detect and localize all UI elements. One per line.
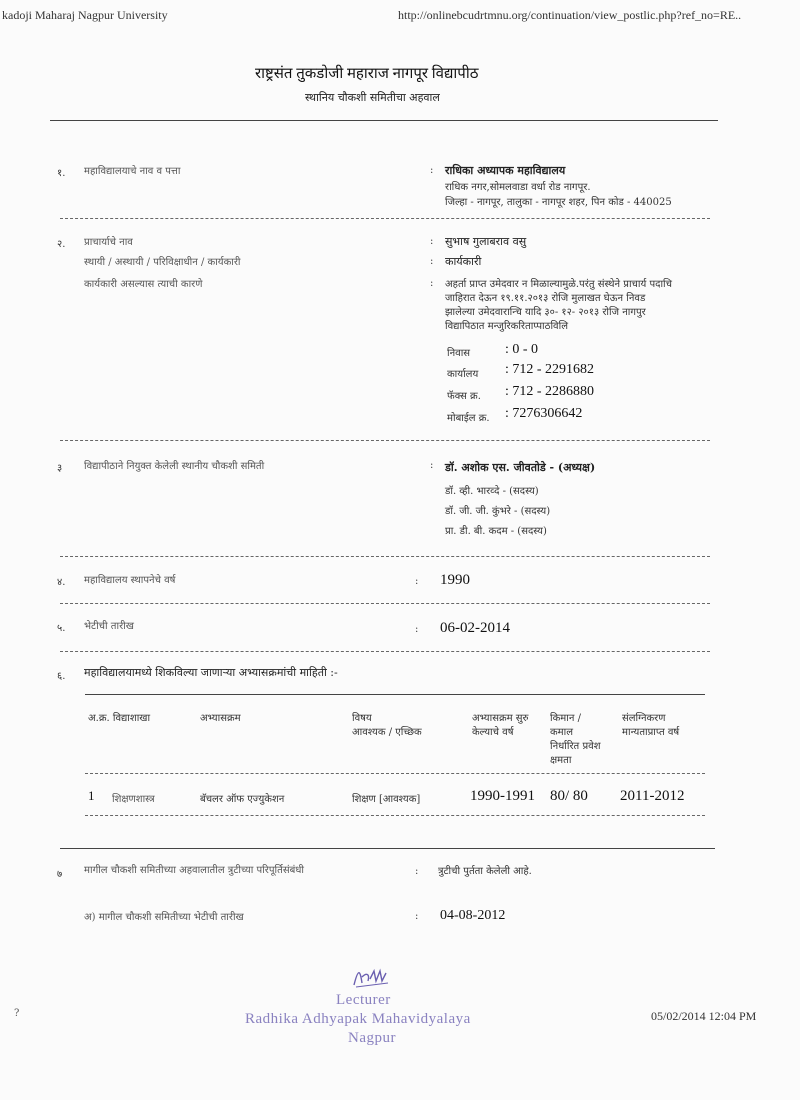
footer-datetime: 05/02/2014 12:04 PM — [651, 1009, 757, 1023]
s4-colon: : — [415, 576, 419, 587]
stamp-city: Nagpur — [348, 1030, 396, 1046]
col-start-year-2: केल्याचे वर्ष — [472, 727, 514, 738]
print-header-left: kadoji Maharaj Nagpur University — [2, 8, 168, 22]
s2-label-reason: कार्यकारी असल्यास त्याची कारणे — [84, 279, 203, 290]
stamp-lecturer: Lecturer — [336, 992, 391, 1008]
s2-colon-1: : — [430, 236, 434, 247]
s3-label: विद्यापीठाने नियुक्त केलेली स्थानीय चौकशी समिती — [84, 461, 265, 472]
table-row-rule — [85, 815, 705, 816]
s4-label: महाविद्यालय स्थापनेचे वर्ष — [84, 575, 176, 586]
divider — [60, 848, 715, 849]
establishment-year: 1990 — [440, 572, 470, 588]
s2-number: २. — [57, 239, 66, 250]
col-intake-4: क्षमता — [550, 755, 572, 766]
principal-name: सुभाष गुलाबराव वसु — [445, 235, 527, 248]
row-start-year: 1990-1991 — [470, 788, 535, 804]
visit-date: 06-02-2014 — [440, 620, 510, 636]
print-header-url: http://onlinebcudrtmnu.org/continuation/view_postlic.php?ref_no=RE.. — [398, 8, 742, 22]
col-affiliation-2: मान्यताप्राप्त वर्ष — [622, 727, 680, 738]
title-rule — [50, 120, 718, 121]
s1-number: १. — [57, 168, 66, 179]
contact-label-office: कार्यालय — [447, 369, 479, 380]
row-sr: 1 — [88, 788, 95, 803]
committee-member-4: प्रा. डी. बी. कदम - (सदस्य) — [445, 526, 547, 537]
s3-number: ३ — [57, 463, 63, 474]
contact-value-residence: : 0 - 0 — [505, 342, 539, 357]
col-subject-type: आवश्यक / एच्छिक — [352, 727, 422, 738]
s7-colon: : — [415, 866, 419, 877]
col-intake-1: किमान / — [550, 713, 581, 724]
contact-value-fax: : 712 - 2286880 — [505, 384, 595, 399]
contact-label-residence: निवास — [447, 348, 471, 359]
s2-label-status: स्थायी / अस्थायी / परिविक्षाधीन / कार्यकारी — [84, 257, 241, 268]
contact-label-fax: फॅक्स क्र. — [447, 391, 481, 402]
committee-member-2: डॉ. व्ही. भारव्दे - (सदस्य) — [445, 486, 539, 497]
s6-number: ६. — [57, 671, 66, 682]
college-name: राधिका अध्यापक महाविद्यालय — [445, 164, 566, 177]
s6-label: महाविद्यालयामध्ये शिकविल्या जाणाऱ्या अभ्यासक्रमांची माहिती :- — [84, 666, 338, 679]
row-course: बॅचलर ऑफ एज्युकेशन — [200, 794, 285, 805]
college-address-2: जिल्हा - नागपूर, तालुका - नागपूर शहर, पिन कोड - 440025 — [445, 197, 672, 208]
col-subject: विषय — [352, 713, 372, 724]
reason-line-4: विद्यापिठात मन्जुरिकरिताप्पाठविलि — [445, 321, 568, 332]
s7-number: ७ — [57, 869, 63, 880]
s7-sublabel: अ) मागील चौकशी समितीच्या भेटीची तारीख — [84, 912, 244, 923]
divider — [60, 651, 710, 652]
college-address-1: राधिक नगर,सोमलवाडा वर्धा रोड नागपूर. — [445, 182, 591, 193]
row-subject: शिक्षण [आवश्यक] — [352, 794, 421, 805]
committee-member-1: डॉ. अशोक एस. जीवतोडे - (अध्यक्ष) — [445, 461, 596, 474]
s2-label-name: प्राचार्याचे नाव — [84, 237, 133, 248]
footer-page-mark: ? — [14, 1008, 20, 1019]
signature-mark — [352, 965, 392, 989]
col-start-year: अभ्यासक्रम सुरु — [472, 713, 529, 724]
table-top-rule — [85, 694, 705, 695]
s7-value: त्रुटीची पुर्तता केलेली आहे. — [438, 866, 532, 877]
previous-visit-date: 04-08-2012 — [440, 908, 506, 923]
s7-label: मागील चौकशी समितीच्या अहवालातील त्रुटीच्या परिपूर्तिसंबंधी — [84, 865, 305, 876]
divider — [60, 556, 710, 557]
contact-label-mobile: मोबाईल क्र. — [447, 413, 490, 424]
row-affiliation-year: 2011-2012 — [620, 788, 685, 804]
s2-colon-2: : — [430, 256, 434, 267]
committee-member-3: डॉ. जी. जी. कुंभरे - (सदस्य) — [445, 506, 551, 517]
s4-number: ४. — [57, 577, 66, 588]
reason-line-1: अहर्ता प्राप्त उमेदवार न मिळाल्यामुळे.परंतु संस्थेने प्राचार्य पदाचि — [445, 279, 672, 290]
contact-value-office: : 712 - 2291682 — [505, 362, 595, 377]
divider — [60, 603, 710, 604]
s5-colon: : — [415, 624, 419, 635]
s3-colon: : — [430, 460, 434, 471]
divider — [60, 440, 710, 441]
principal-status: कार्यकारी — [445, 255, 482, 268]
report-title: स्थानिय चौकशी समितीचा अहवाल — [305, 91, 440, 104]
divider — [60, 218, 710, 219]
contact-value-mobile: : 7276306642 — [505, 406, 583, 421]
s1-label: महाविद्यालयाचे नाव व पत्ता — [84, 166, 181, 177]
s5-number: ५. — [57, 623, 66, 634]
s1-colon: : — [430, 165, 434, 176]
s2-colon-3: : — [430, 278, 434, 289]
stamp-college: Radhika Adhyapak Mahavidyalaya — [245, 1011, 471, 1027]
table-header-rule — [85, 773, 705, 774]
col-course: अभ्यासक्रम — [200, 713, 241, 724]
row-faculty: शिक्षणशास्त्र — [112, 794, 155, 805]
reason-line-2: जाहिरात देऊन १९.११.२०१३ रोजि मुलाखत घेऊन निवड — [445, 293, 646, 304]
reason-line-3: झालेल्या उमेदवारान्चि यादि ३०- १२- २०१३ रोजि नागपुर — [445, 307, 646, 318]
row-intake: 80/ 80 — [550, 788, 588, 804]
col-sr-faculty: अ.क्र. विद्याशाखा — [88, 713, 151, 724]
university-title: राष्ट्रसंत तुकडोजी महाराज नागपूर विद्यापीठ — [255, 66, 479, 82]
col-intake-2: कमाल — [550, 727, 574, 738]
col-affiliation: संलग्निकरण — [622, 713, 666, 724]
s5-label: भेटीची तारीख — [84, 621, 134, 632]
col-intake-3: निर्धारित प्रवेश — [550, 741, 601, 752]
s7-sub-colon: : — [415, 911, 419, 922]
